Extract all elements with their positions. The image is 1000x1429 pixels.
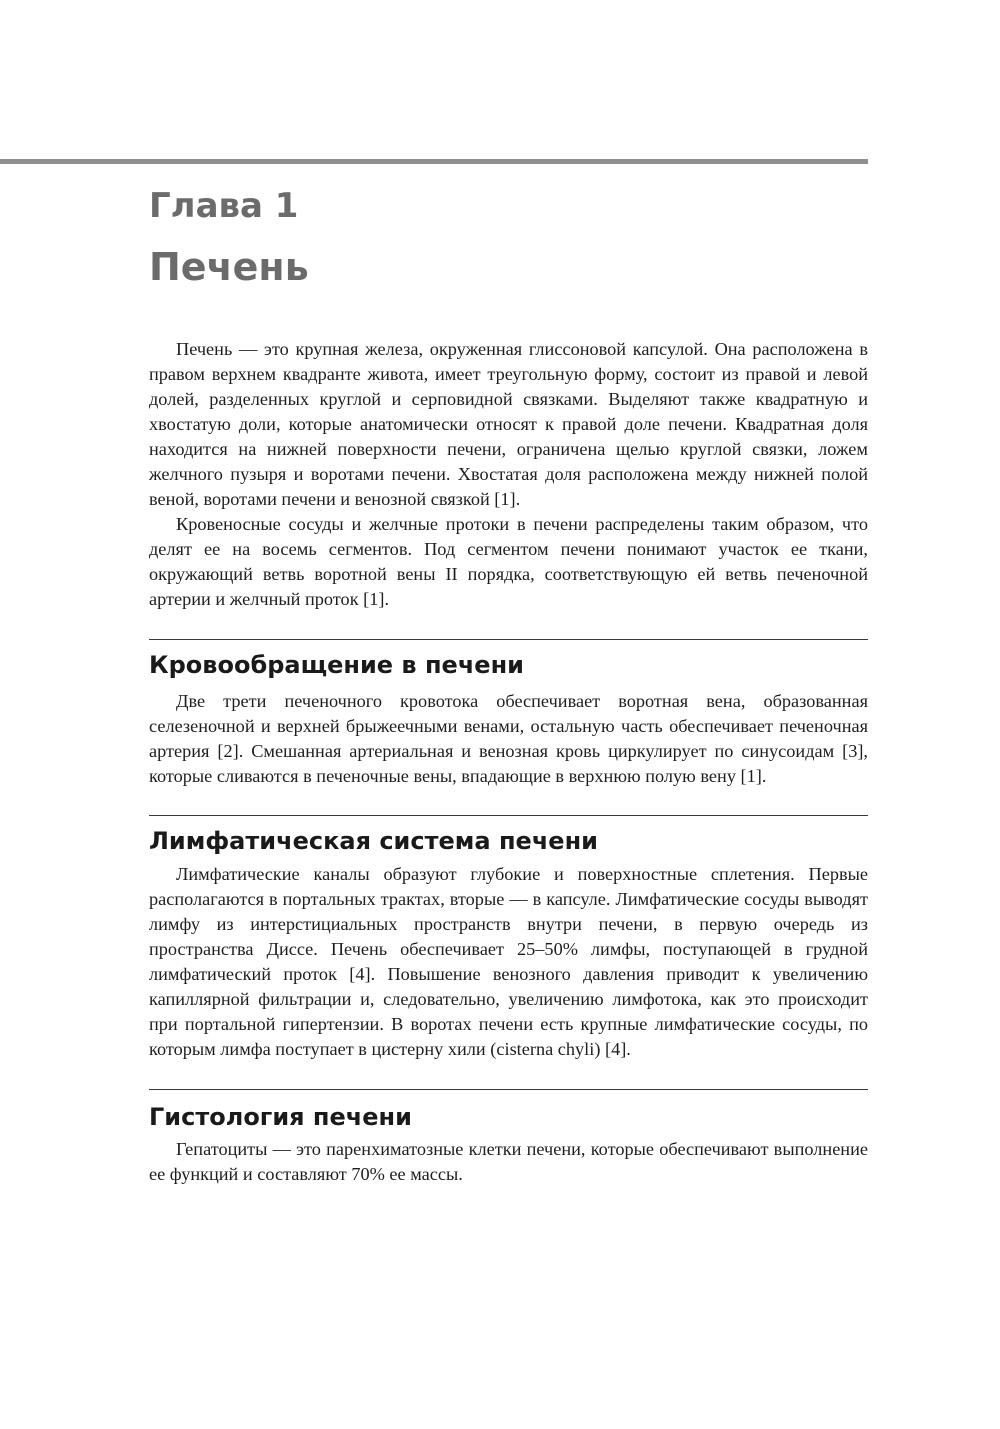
section-heading: Лимфатическая система печени [149, 827, 598, 855]
chapter-number: Глава 1 [149, 186, 299, 226]
paragraph: Гепатоциты — это паренхиматозные клетки печени, которые обеспечивают выполнение ее функций и составляют 70% ее массы. [149, 1139, 868, 1184]
paragraph: Кровеносные сосуды и желчные протоки в печени распределены таким образом, что делят ее на восемь сегментов. Под сегментом печени понимают участок ее ткани, окружающий ветвь воротной вены II порядка, соответствующую ей ветвь печеночной артерии и желчный проток [1]. [149, 514, 868, 609]
chapter-title: Печень [149, 245, 309, 289]
paragraph: Лимфатические каналы образуют глубокие и поверхностные сплетения. Первые располагаются в портальных трактах, вторые — в капсуле. Лимфатические сосуды выводят лимфу из интерстициальных пространств внутри печени, в первую очередь из пространства Диссе. Печень обеспечивает 25–50% лимфы, поступающей в грудной лимфатический проток [4]. Повышение венозного давления приводит к увеличению капиллярной фильтрации и, следовательно, увеличению лимфотока, как это происходит при портальной гипертензии. В воротах печени есть крупные лимфатические сосуды, по которым лимфа поступает в цистерну хили (cisterna chyli) [4]. [149, 864, 868, 1059]
paragraph: Две трети печеночного кровотока обеспечивает воротная вена, образованная селезеночной и верхней брыжеечными венами, остальную часть обеспечивает печеночная артерия [2]. Смешанная артериальная и венозная кровь циркулирует по синусоидам [3], которые сливаются в печеночные вены, впадающие в верхнюю полую вену [1]. [149, 691, 868, 786]
section-lymphatic-system [149, 815, 868, 1062]
section-heading: Кровообращение в печени [149, 651, 524, 679]
page-body [149, 337, 868, 1187]
section-heading: Гистология печени [149, 1103, 412, 1131]
intro [149, 337, 868, 612]
paragraph: Печень — это крупная железа, окруженная глиссоновой капсулой. Она расположена в правом верхнем квадранте живота, имеет треугольную форму, состоит из правой и левой долей, разделенных круглой и серповидной связками. Выделяют также квадратную и хвостатую доли, которые анатомически относят к правой доле печени. Квадратная доля находится на нижней поверхности печени, ограничена щелью круглой связки, ложем желчного пузыря и воротами печени. Хвостатая доля расположена между нижней полой веной, воротами печени и венозной связкой [1]. [149, 339, 868, 509]
section-blood-circulation [149, 639, 868, 789]
section-histology [149, 1089, 868, 1187]
chapter-top-rule [0, 159, 868, 164]
